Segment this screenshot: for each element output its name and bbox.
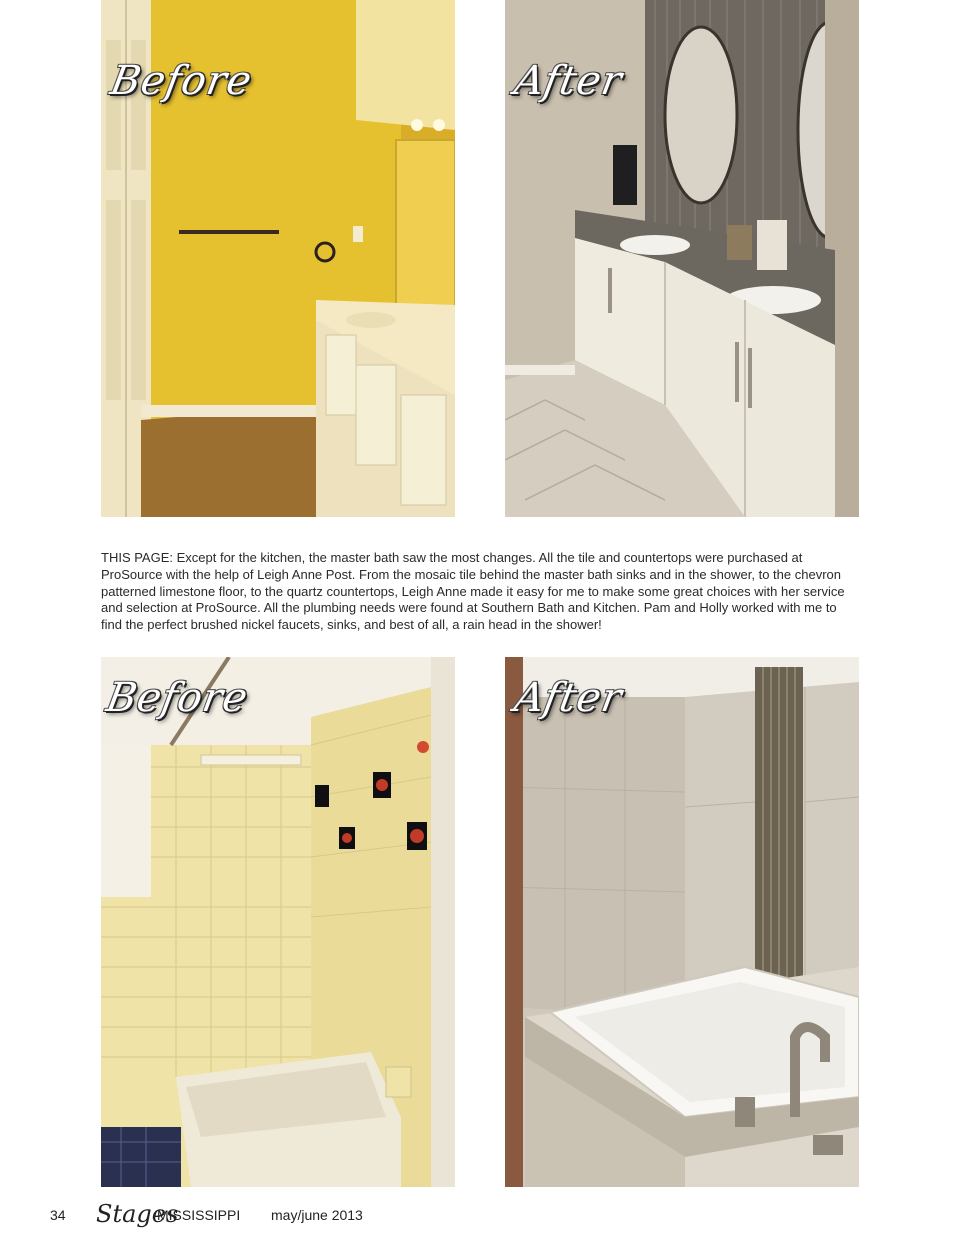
before-tub-image [101,657,455,1187]
page-number: 34 [50,1207,66,1223]
before-label: Before [106,58,256,104]
after-label: After [510,675,626,721]
magazine-name: MISSISSIPPI [157,1207,241,1223]
photo-before-tub [101,657,455,1187]
magazine-logo-stages: Stages [96,1200,179,1228]
before-label: Before [102,675,252,721]
photo-after-tub [505,657,859,1187]
after-tub-image [505,657,859,1187]
photo-before-vanity [101,0,455,517]
photo-after-vanity [505,0,859,517]
photo-caption: THIS PAGE: Except for the kitchen, the master bath saw the most changes. All the tile and countertops were purchased at ProSource with the help of Leigh Anne Post. From the mosaic tile behind the master bath sinks and in the shower, to the chevron patterned limestone floor, to the quartz countertops, Leigh Anne made it easy for me to make some great choices with her service and selection at ProSource. All the plumbing needs were found at Southern Bath and Kitchen. Pam and Holly worked with me to find the perfect brushed nickel faucets, sinks, and best of all, a rain head in the shower! [101,550,845,633]
after-label: After [510,58,626,104]
page-footer [0,1200,960,1230]
issue-date: may/june 2013 [271,1207,363,1223]
